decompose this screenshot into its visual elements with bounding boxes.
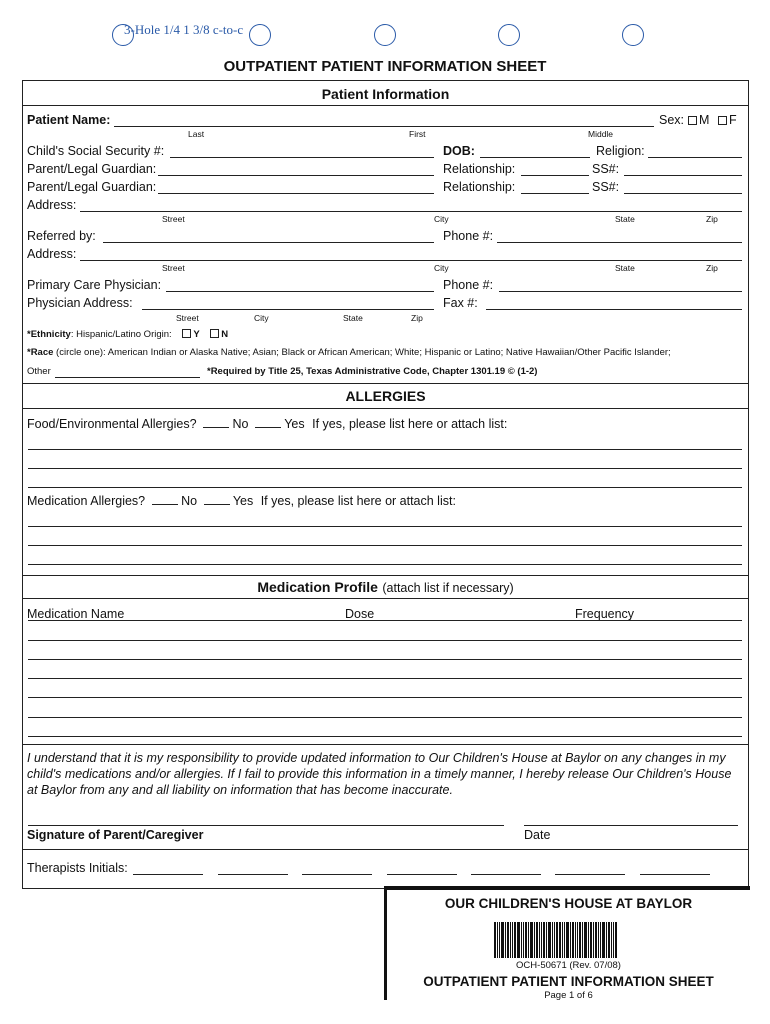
hole-punch-label: 3-Hole 1/4 1 3/8 c-to-c: [124, 22, 244, 37]
sub-label-city: City: [434, 263, 449, 273]
phys-phone-field[interactable]: [499, 291, 742, 292]
guardian2-field[interactable]: [158, 193, 434, 194]
patient-name-field[interactable]: [114, 126, 654, 127]
divider: [22, 888, 386, 889]
med-allergy-line[interactable]: [28, 545, 742, 546]
patient-name-label: Patient Name:: [27, 113, 111, 127]
med-row-line[interactable]: [28, 717, 742, 718]
phone-label: Phone #:: [443, 229, 494, 243]
food-allergy-question: Food/Environmental Allergies? No Yes If yes, please list here or attach list:: [27, 417, 508, 431]
dob-field[interactable]: [480, 157, 590, 158]
ss2-field[interactable]: [624, 193, 742, 194]
med-allergy-no-blank[interactable]: [152, 504, 178, 505]
relationship1-field[interactable]: [521, 175, 589, 176]
date-label: Date: [524, 828, 551, 842]
phys-phone-label: Phone #:: [443, 278, 494, 292]
pcp-label: Primary Care Physician:: [27, 278, 162, 292]
food-allergy-line[interactable]: [28, 449, 742, 450]
sub-label-first: First: [409, 129, 426, 139]
signature-label: Signature of Parent/Caregiver: [27, 828, 204, 842]
sub-label-state: State: [343, 313, 363, 323]
other-race-field[interactable]: [55, 377, 200, 378]
divider: [22, 383, 749, 384]
sub-label-zip: Zip: [706, 263, 718, 273]
form-code: OCH-50671 (Rev. 07/08): [516, 960, 621, 971]
referred-label: Referred by:: [27, 229, 96, 243]
sex-label: Sex:: [659, 113, 685, 127]
ethnicity-n-option[interactable]: N: [206, 329, 228, 340]
sub-label-street: Street: [176, 313, 199, 323]
med-row-line[interactable]: [28, 736, 742, 737]
ss2-label: SS#:: [592, 180, 620, 194]
col-dose: Dose: [345, 607, 375, 621]
footer-form-title: OUTPATIENT PATIENT INFORMATION SHEET: [423, 974, 714, 989]
ethnicity-y-option[interactable]: Y: [178, 329, 199, 340]
page-number: Page 1 of 6: [544, 990, 593, 1001]
required-note: *Required by Title 25, Texas Administrative Code, Chapter 1301.19 © (1-2): [207, 366, 538, 377]
sub-label-city: City: [254, 313, 269, 323]
col-frequency: Frequency: [575, 607, 635, 621]
med-row-line[interactable]: [28, 697, 742, 698]
therapists-initials-label: Therapists Initials:: [27, 861, 128, 875]
divider: [22, 408, 749, 409]
initials-field[interactable]: [555, 874, 625, 875]
med-header-line: [28, 620, 742, 621]
sub-label-zip: Zip: [706, 214, 718, 224]
divider: [22, 575, 749, 576]
checkbox-icon: [182, 329, 191, 338]
liability-statement: I understand that it is my responsibility to provide updated information to Our Children's House at Baylor on any changes in my child's medications and/or allergies. If I fail to provide this information in a timely manner, I hereby release Our Children's House at Baylor from any and all liability on information that has become inaccurate.: [27, 751, 732, 797]
med-allergy-yes-blank[interactable]: [204, 504, 230, 505]
relationship2-field[interactable]: [521, 193, 589, 194]
sub-label-zip: Zip: [411, 313, 423, 323]
org-name: OUR CHILDREN'S HOUSE AT BAYLOR: [444, 896, 693, 911]
food-allergy-line[interactable]: [28, 487, 742, 488]
hole-punch-circle-icon: [622, 24, 644, 46]
patient-info-heading: Patient Information: [321, 86, 450, 102]
med-profile-heading: Medication Profile (attach list if necessary): [257, 579, 514, 595]
religion-field[interactable]: [648, 157, 742, 158]
med-row-line[interactable]: [28, 640, 742, 641]
med-row-line[interactable]: [28, 678, 742, 679]
barcode-icon: [494, 922, 618, 958]
initials-field[interactable]: [471, 874, 541, 875]
divider: [22, 598, 749, 599]
med-row-line[interactable]: [28, 659, 742, 660]
relationship1-label: Relationship:: [443, 162, 516, 176]
phys-address-field[interactable]: [142, 309, 434, 310]
footer-top-bar: [384, 886, 750, 890]
sub-label-street: Street: [162, 263, 185, 273]
col-medication-name: Medication Name: [27, 607, 125, 621]
ssn-field[interactable]: [170, 157, 434, 158]
ethnicity-row: *Ethnicity: Hispanic/Latino Origin: Y N: [27, 329, 229, 340]
med-allergy-line[interactable]: [28, 526, 742, 527]
other-label: Other: [27, 366, 51, 377]
sub-label-state: State: [615, 263, 635, 273]
guardian2-label: Parent/Legal Guardian:: [27, 180, 157, 194]
sub-label-city: City: [434, 214, 449, 224]
hole-punch-circle-icon: [112, 24, 134, 46]
food-allergy-yes-blank[interactable]: [255, 427, 281, 428]
date-field[interactable]: [524, 825, 738, 826]
referred-field[interactable]: [103, 242, 434, 243]
ss1-field[interactable]: [624, 175, 742, 176]
food-allergy-line[interactable]: [28, 468, 742, 469]
checkbox-icon: [688, 116, 697, 125]
hole-punch-circle-icon: [249, 24, 271, 46]
phys-address-label: Physician Address:: [27, 296, 133, 310]
checkbox-icon: [210, 329, 219, 338]
referred-phone-field[interactable]: [497, 242, 742, 243]
med-allergy-line[interactable]: [28, 564, 742, 565]
checkbox-icon: [718, 116, 727, 125]
fax-label: Fax #:: [443, 296, 478, 310]
initials-field[interactable]: [640, 874, 710, 875]
ss1-label: SS#:: [592, 162, 620, 176]
sub-label-street: Street: [162, 214, 185, 224]
hole-punch-circle-icon: [374, 24, 396, 46]
address-label: Address:: [27, 198, 77, 212]
food-allergy-no-blank[interactable]: [203, 427, 229, 428]
address-field[interactable]: [80, 211, 742, 212]
relationship2-label: Relationship:: [443, 180, 516, 194]
initials-field[interactable]: [302, 874, 372, 875]
divider: [22, 105, 749, 106]
sex-m-option[interactable]: M: [684, 113, 709, 127]
form-title: OUTPATIENT PATIENT INFORMATION SHEET: [223, 58, 547, 75]
referral-address-field[interactable]: [80, 260, 742, 261]
sub-label-middle: Middle: [588, 129, 614, 139]
referral-address-label: Address:: [27, 247, 77, 261]
sex-f-option[interactable]: F: [714, 113, 737, 127]
sub-label-state: State: [615, 214, 635, 224]
guardian1-field[interactable]: [158, 175, 434, 176]
initials-field[interactable]: [387, 874, 457, 875]
initials-field[interactable]: [218, 874, 288, 875]
race-row[interactable]: *Race (circle one): American Indian or Alaska Native; Asian; Black or African American; White; Hispanic or Latino; Native Hawaiian/Other Pacific Islander;: [27, 347, 671, 358]
med-allergy-question: Medication Allergies? No Yes If yes, please list here or attach list:: [27, 494, 456, 508]
ssn-label: Child's Social Security #:: [27, 144, 165, 158]
pcp-field[interactable]: [166, 291, 434, 292]
divider: [22, 849, 749, 850]
signature-field[interactable]: [28, 825, 504, 826]
religion-label: Religion:: [596, 144, 645, 158]
dob-label: DOB:: [443, 144, 475, 158]
initials-field[interactable]: [133, 874, 203, 875]
guardian1-label: Parent/Legal Guardian:: [27, 162, 157, 176]
fax-field[interactable]: [486, 309, 742, 310]
sub-label-last: Last: [188, 129, 205, 139]
divider: [22, 744, 749, 745]
allergies-heading: ALLERGIES: [345, 388, 426, 404]
hole-punch-circle-icon: [498, 24, 520, 46]
